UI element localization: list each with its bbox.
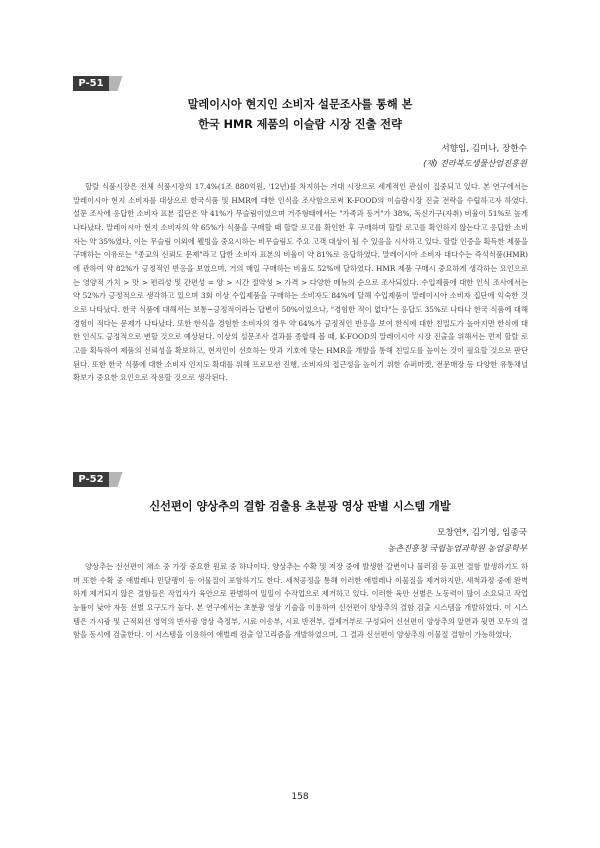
paper-title-p52 xyxy=(60,497,540,517)
paper-authors-p52: 모창연*, 김기영, 임종국 xyxy=(437,528,527,538)
paper-tag-p52 xyxy=(73,472,119,487)
page-number: 158 xyxy=(291,792,309,802)
paper-tag-label: P-52 xyxy=(78,474,104,485)
paper-authors-p51: 서향임, 김미나, 장한수 xyxy=(441,144,527,154)
paper-abstract-p52: 양상추는 신선편이 채소 중 가장 중요한 원료 중 하나이다. 양상추는 수확 및 저장 중에 발생한 갈변이나 물러짐 등 표면 결함 발생하기도 하며 또한 수확 중 애벌레나 민달팽이 등 이물질이 포함하기도 한다. 세척공정을 통해 이러한 애벌레나 이물질을 제거하지만, 세척과정 중에 완벽하게 제거되지 않은 결함들은 작업자가 육안으로 판별하여 일일이 수작업으로 제거하고 있다. 이러한 육안 선별은 노동력이 많이 소요되고 작업능률이 낮아 자동 선별 요구도가 높다. 본 연구에서는 초분광 영상 기술을 이용하여 신선편이 양상추의 결함 검출 시스템을 개발하였다. 이 시스템은 가시광 및 근적외선 영역의 반사광 영상 측정부, 시료 이송부, 시료 반전부, 결제거부로 구성되어 신선편이 양상추의 앞면과 뒷면 모두의 결함을 동시에 검출한다. 이 시스템을 이용하여 애벌레 검출 알고리즘을 개발하였으며, 그 결과 신선편이 양상추의 이물질 결함이 가능하였다. xyxy=(73,562,528,640)
paper-title-line1: 신선편이 양상추의 결함 검출용 초분광 영상 판별 시스템 개발 xyxy=(149,500,451,513)
paper-tag-p51 xyxy=(73,76,119,91)
paper-title-line1: 말레이시아 현지인 소비자 설문조사를 통해 본 xyxy=(187,98,413,111)
paper-title-p51 xyxy=(60,95,540,135)
paper-affiliation-p52: 농촌진흥청 국립농업과학원 농업공학부 xyxy=(387,543,527,553)
paper-abstract-p51: 할랄 식품시장은 전체 식품시장의 17.4%(1조 880억원, '12년)를 차지하는 거대 시장으로 세계적인 관심이 집중되고 있다. 본 연구에서는 말레이시아 현지 소비자를 대상으로 한국식품 및 HMR에 대한 인식을 조사함으로써 K-FOOD의 이슬람시장 진출 전략을 수립하고자 하였다. 설문 조사에 응답한 소비자 표본 집단은 약 41%가 무슬림이었으며 거주형태에서는 "가족과 동거"가 38%, 독신가구(자취) 비율이 51%로 높게 나타났다. 말레이시아 현지 소비자의 약 65%가 식품을 구매할 때 할랄 로고를 확인한 후 구매하며 할랄 로고를 확인하지 않는다고 응답한 소비자는 약 35%였다. 이는 무슬림 이외에 웰빙을 중요시하는 비무슬림도 주요 고객 대상이 될 수 있음을 시사하고 있다. 할랄 인증을 획득한 제품을 구매하는 이유로는 "종교의 신뢰도 문제"라고 답한 소비자 표본의 비율이 약 81%로 응답하였다. 말레이시아 소비자 대다수는 즉석식품(HMR)에 관하여 약 82%가 긍정적인 반응을 보였으며, 거의 매일 구매하는 비율도 52%에 달하였다. HMR 제품 구매시 중요하게 생각하는 요인으로는 영양적 가치 > 맛 > 편리성 및 간편성 = 양 > 시간 절약성 > 가격 > 다양한 메뉴의 순으로 조사되었다. 수입제품에 대한 인식 조사에서는 약 52%가 긍정적으로 생각하고 있으며 3회 이상 수입제품을 구매하는 소비자도 84%에 달해 수입제품이 말레이시아 소비자 집단에 익숙한 것으로 나타났다. 한국 식품에 대해서는 보통~긍정적이라는 답변이 50%이었으나, "경험한 적이 없다"는 응답도 35%로 나타나 한국 식품에 대해 경험이 적다는 문제가 나타났다. 또한 한식을 경험한 소비자의 경우 약 64%가 긍정적인 반응을 보여 한식에 대한 친밀도가 높아지면 한식에 대한 인식도 긍정적으로 변할 것으로 예상된다. 이상의 설문조사 결과를 종합해 볼 때, K-FOOD의 말레이시아 시장 진출을 위해서는 먼저 할랄 로고를 획득하여 제품의 신뢰성을 확보하고, 현지인이 선호하는 맛과 기호에 맞는 HMR을 개발을 통해 친밀도를 높이는 것이 필요할 것으로 판단된다. 또한 한국 식품에 대한 소비자 인지도 확대를 위해 프로모션 진행, 소비자의 접근성을 높이기 위한 슈퍼마켓, 전문매장 등 다양한 유통채널 확보가 중요한 요인으로 작용할 것으로 생각된다. xyxy=(73,182,528,383)
paper-tag-label: P-51 xyxy=(78,78,104,89)
paper-title-line2: 한국 HMR 제품의 이슬람 시장 진출 전략 xyxy=(198,118,402,131)
paper-affiliation-p51: (재) 전라북도생물산업진흥원 xyxy=(423,158,527,168)
